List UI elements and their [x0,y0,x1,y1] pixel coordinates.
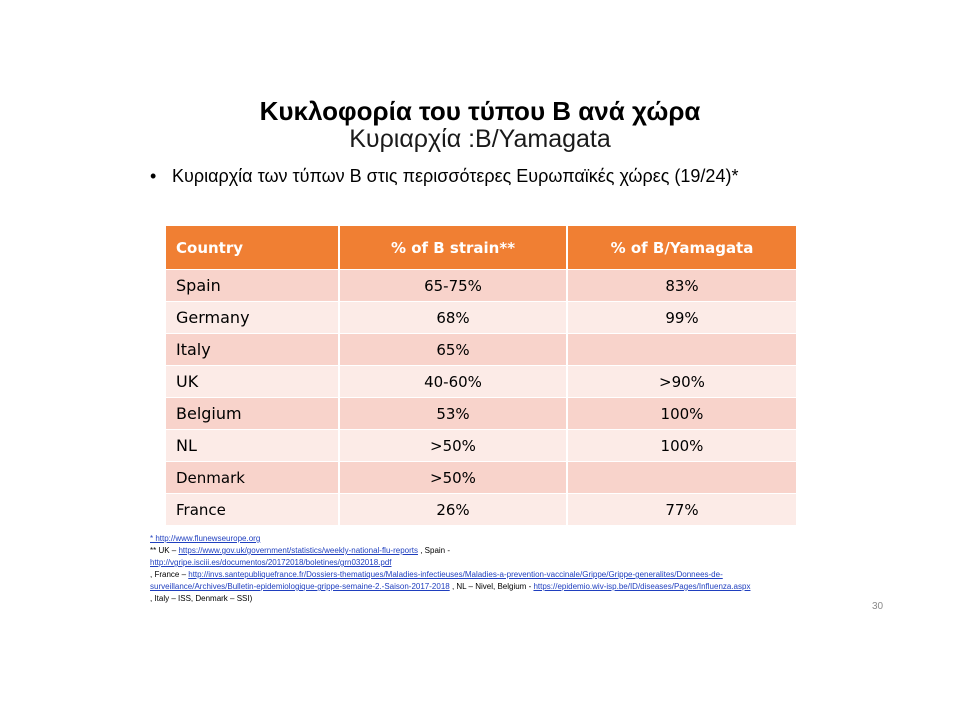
spain-bulletin-link[interactable]: http://vgripe.isciii.es/documentos/20172018/boletines/grn032018.pdf [150,558,392,567]
table-row [166,462,797,494]
b-strain-table [166,226,798,525]
cell-b-yamagata: 99% [567,302,797,334]
cell-b-yamagata [567,334,797,366]
cell-b-strain: 65-75% [339,270,567,302]
cell-b-strain: 65% [339,334,567,366]
cell-b-yamagata: 100% [567,430,797,462]
cell-b-strain: 40-60% [339,366,567,398]
header-country: Country [166,226,339,270]
footnote-spain-label: , Spain - [417,546,450,555]
cell-country: Denmark [166,462,339,494]
table-row [166,398,797,430]
table-row [166,302,797,334]
cell-b-yamagata: 100% [567,398,797,430]
belgium-epidemio-link[interactable]: https://epidemio.wiv-isp.be/ID/diseases/Pages/Influenza.aspx [533,582,751,591]
table-row [166,334,797,366]
cell-country: NL [166,430,339,462]
table-row [166,430,797,462]
footnotes [150,533,810,605]
bullet-marker: • [150,166,157,186]
bullet-point [150,165,738,187]
cell-b-strain: >50% [339,462,567,494]
header-b-yamagata: % of B/Yamagata [567,226,797,270]
flunewseurope-link[interactable]: * http://www.flunewseurope.org [150,534,261,543]
cell-country: Italy [166,334,339,366]
bullet-text: Κυριαρχία των τύπων Β στις περισσότερες Ευρωπαϊκές χώρες (19/24)* [172,166,739,186]
france-surveillance-link[interactable]: http://invs.santepubliquefrance.fr/Dossiers-thematiques/Maladies-infectieuses/Maladies-a-prevention-vaccinale/Grippe/Grippe-generalites/Donnees-de-surveillance/Archives/Bulletin-epidemiologique-grippe-semaine-2.-Saison-2017-2018 [150,570,723,591]
cell-country: Germany [166,302,339,334]
table-row [166,366,797,398]
cell-b-yamagata: 83% [567,270,797,302]
header-b-strain: % of B strain** [339,226,567,270]
footnote-uk-label: ** UK – [150,546,179,555]
cell-b-strain: 53% [339,398,567,430]
footnote-italy-denmark: , Italy – ISS, Denmark – SSI) [150,594,253,603]
footnote-nl-belgium-label: , NL – Nivel, Belgium - [449,582,534,591]
cell-country: Spain [166,270,339,302]
cell-b-yamagata: 77% [567,494,797,526]
slide-title: Κυκλοφορία του τύπου Β ανά χώρα [259,96,701,126]
footnote-france-label: , France – [150,570,189,579]
table-header-row [166,226,797,270]
table-row [166,270,797,302]
cell-country: UK [166,366,339,398]
cell-country: France [166,494,339,526]
table-row [166,494,797,526]
cell-b-yamagata: >90% [567,366,797,398]
uk-flu-report-link[interactable]: https://www.gov.uk/government/statistics/weekly-national-flu-reports [178,546,418,555]
page-number: 30 [872,601,884,612]
cell-b-strain: 26% [339,494,567,526]
cell-b-strain: >50% [339,430,567,462]
cell-country: Belgium [166,398,339,430]
cell-b-strain: 68% [339,302,567,334]
cell-b-yamagata [567,462,797,494]
slide-subtitle: Κυριαρχία :B/Yamagata [349,125,611,153]
